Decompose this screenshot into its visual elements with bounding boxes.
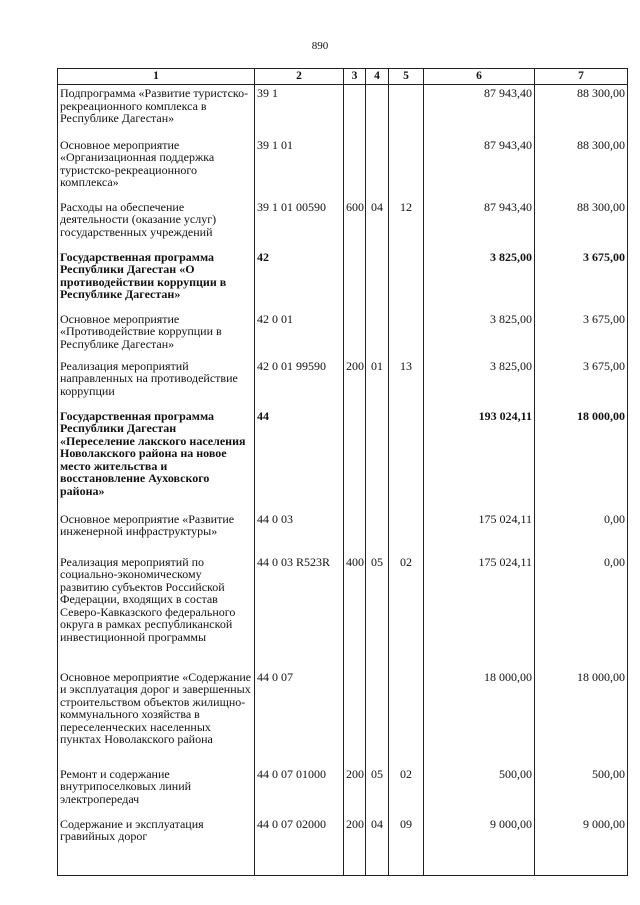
row-pr-cell [389, 408, 424, 511]
row-sum-2017-cell: 3 825,00 [424, 249, 535, 311]
row-code-cell: 42 [255, 249, 344, 311]
row-sum-2018-cell: 18 000,00 [535, 408, 628, 511]
row-vr-cell: 400 [344, 554, 366, 669]
row-vr-cell: 200 [344, 766, 366, 816]
row-code-cell: 42 0 01 [255, 311, 344, 358]
row-sum-2018-cell: 0,00 [535, 554, 628, 669]
row-vr-cell: 200 [344, 816, 366, 876]
row-pr-cell: 09 [389, 816, 424, 876]
row-code-cell: 42 0 01 99590 [255, 358, 344, 408]
row-pr-cell [389, 311, 424, 358]
row-sum-2018-cell: 9 000,00 [535, 816, 628, 876]
column-header: 2 [255, 69, 344, 85]
row-code-cell: 44 0 03 [255, 511, 344, 554]
row-name-cell: Содержание и эксплуатация гравийных дорог [58, 816, 255, 876]
row-rz-cell [366, 85, 389, 137]
table-row [58, 408, 628, 511]
row-code-cell: 39 1 [255, 85, 344, 137]
column-header: 4 [366, 69, 389, 85]
column-header: 5 [389, 69, 424, 85]
row-code-cell: 44 0 07 02000 [255, 816, 344, 876]
row-sum-2017-cell: 18 000,00 [424, 669, 535, 766]
row-pr-cell: 02 [389, 766, 424, 816]
row-rz-cell [366, 408, 389, 511]
row-name-cell: Основное мероприятие «Содержание и эксплуатация дорог и завершенных строительством объектов жилищно-коммунального хозяйства в переселенческих населенных пунктах Новолакского района [58, 669, 255, 766]
table-row [58, 85, 628, 137]
row-code-cell: 44 0 07 [255, 669, 344, 766]
row-vr-cell [344, 137, 366, 199]
row-sum-2018-cell: 500,00 [535, 766, 628, 816]
row-vr-cell [344, 249, 366, 311]
row-sum-2017-cell: 3 825,00 [424, 358, 535, 408]
row-pr-cell [389, 511, 424, 554]
row-rz-cell [366, 669, 389, 766]
row-rz-cell: 04 [366, 816, 389, 876]
row-sum-2018-cell: 18 000,00 [535, 669, 628, 766]
row-vr-cell [344, 311, 366, 358]
row-name-cell: Государственная программа Республики Дагестан «О противодействии коррупции в Республике Дагестан» [58, 249, 255, 311]
table-row [58, 816, 628, 876]
row-name-cell: Ремонт и содержание внутрипоселковых линий электропередач [58, 766, 255, 816]
row-sum-2017-cell: 175 024,11 [424, 511, 535, 554]
table-row [58, 766, 628, 816]
table-body [58, 85, 628, 876]
row-code-cell: 44 [255, 408, 344, 511]
row-name-cell: Реализация мероприятий по социально-экономическому развитию субъектов Российской Федерации, входящих в состав Северо-Кавказского федерального округа в рамках республиканской инвестиционной программы [58, 554, 255, 669]
row-name-cell: Реализация мероприятий направленных на противодействие коррупции [58, 358, 255, 408]
table-row [58, 669, 628, 766]
row-name-cell: Основное мероприятие «Противодействие коррупции в Республике Дагестан» [58, 311, 255, 358]
page-number: 890 [311, 40, 329, 52]
header-row [58, 69, 628, 85]
row-vr-cell: 600 [344, 199, 366, 249]
row-pr-cell: 13 [389, 358, 424, 408]
column-header: 7 [535, 69, 628, 85]
table-row [58, 358, 628, 408]
table-row [58, 311, 628, 358]
row-vr-cell [344, 511, 366, 554]
row-sum-2017-cell: 87 943,40 [424, 137, 535, 199]
table-row [58, 511, 628, 554]
row-rz-cell: 05 [366, 554, 389, 669]
row-sum-2018-cell: 0,00 [535, 511, 628, 554]
row-sum-2017-cell: 87 943,40 [424, 85, 535, 137]
row-pr-cell [389, 249, 424, 311]
row-rz-cell: 04 [366, 199, 389, 249]
row-vr-cell [344, 85, 366, 137]
row-code-cell: 39 1 01 [255, 137, 344, 199]
row-sum-2018-cell: 88 300,00 [535, 85, 628, 137]
row-rz-cell [366, 249, 389, 311]
row-sum-2018-cell: 88 300,00 [535, 199, 628, 249]
table-row [58, 554, 628, 669]
row-rz-cell [366, 311, 389, 358]
row-name-cell: Основное мероприятие «Развитие инженерной инфраструктуры» [58, 511, 255, 554]
row-sum-2018-cell: 3 675,00 [535, 249, 628, 311]
column-header: 6 [424, 69, 535, 85]
row-code-cell: 39 1 01 00590 [255, 199, 344, 249]
row-sum-2017-cell: 193 024,11 [424, 408, 535, 511]
table-row [58, 199, 628, 249]
row-sum-2018-cell: 88 300,00 [535, 137, 628, 199]
row-sum-2017-cell: 87 943,40 [424, 199, 535, 249]
row-pr-cell [389, 669, 424, 766]
row-vr-cell [344, 669, 366, 766]
row-sum-2017-cell: 9 000,00 [424, 816, 535, 876]
row-code-cell: 44 0 03 R523R [255, 554, 344, 669]
row-sum-2018-cell: 3 675,00 [535, 358, 628, 408]
table-row [58, 137, 628, 199]
table-row [58, 249, 628, 311]
row-rz-cell: 01 [366, 358, 389, 408]
row-pr-cell: 02 [389, 554, 424, 669]
row-vr-cell [344, 408, 366, 511]
row-sum-2018-cell: 3 675,00 [535, 311, 628, 358]
column-header: 1 [58, 69, 255, 85]
row-sum-2017-cell: 3 825,00 [424, 311, 535, 358]
row-name-cell: Расходы на обеспечение деятельности (оказание услуг) государственных учреждений [58, 199, 255, 249]
row-sum-2017-cell: 500,00 [424, 766, 535, 816]
budget-table [57, 68, 628, 876]
row-name-cell: Государственная программа Республики Дагестан «Переселение лакского населения Новолакского района на новое место жительства и восстановление Ауховского района» [58, 408, 255, 511]
row-pr-cell [389, 85, 424, 137]
row-code-cell: 44 0 07 01000 [255, 766, 344, 816]
row-pr-cell: 12 [389, 199, 424, 249]
row-name-cell: Подпрограмма «Развитие туристско-рекреационного комплекса в Республике Дагестан» [58, 85, 255, 137]
row-vr-cell: 200 [344, 358, 366, 408]
row-rz-cell [366, 137, 389, 199]
row-rz-cell [366, 511, 389, 554]
column-header: 3 [344, 69, 366, 85]
row-sum-2017-cell: 175 024,11 [424, 554, 535, 669]
row-pr-cell [389, 137, 424, 199]
row-rz-cell: 05 [366, 766, 389, 816]
row-name-cell: Основное мероприятие «Организационная поддержка туристско-рекреационного комплекса» [58, 137, 255, 199]
